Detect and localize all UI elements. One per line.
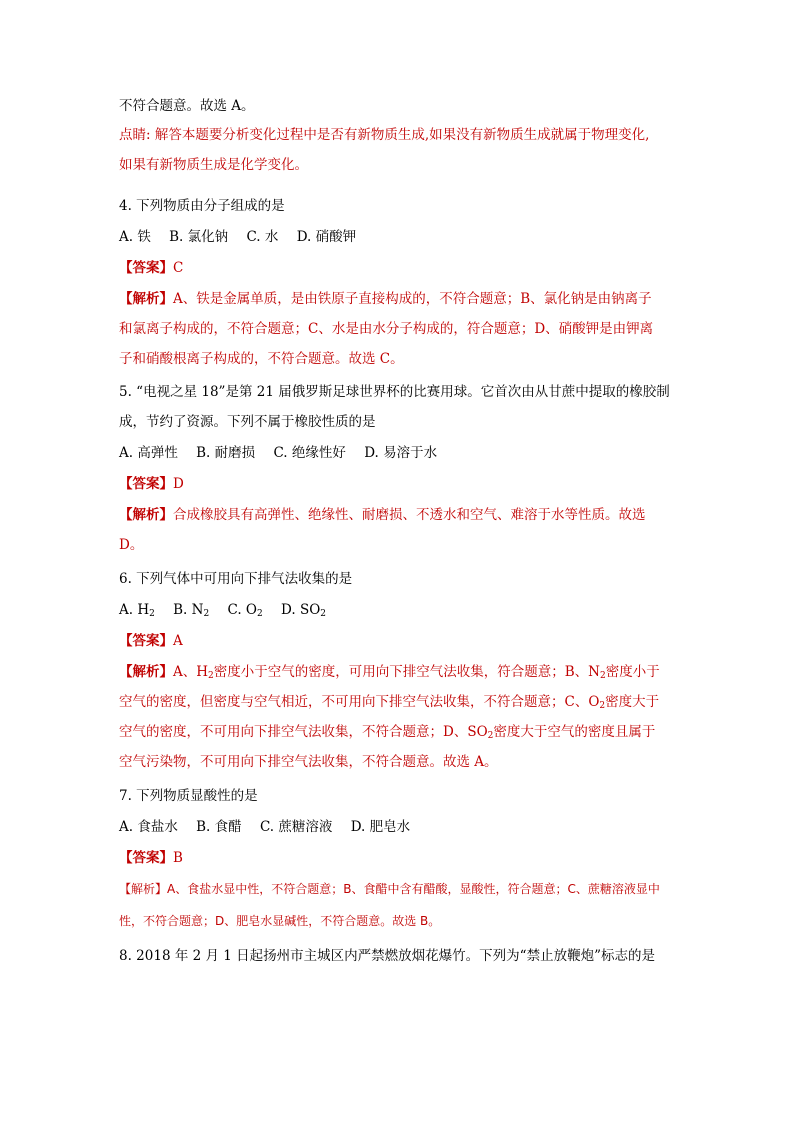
q6-analysis-3-sub: 2	[487, 731, 494, 741]
q6-option-b	[173, 602, 209, 618]
q6-analysis-line-4: 空气污染物，不可用向下排空气法收集，不符合题意。故选 A。	[119, 754, 498, 770]
q5-analysis-line-2: D。	[119, 537, 144, 553]
q4-analysis-line-2: 和氯离子构成的，不符合题意；C、水是由水分子构成的，符合题意；D、硝酸钾是由钾离	[119, 321, 654, 337]
answer-tag: 【答案】	[119, 633, 173, 649]
q6-option-c-sub: 2	[257, 609, 263, 619]
q4-answer	[119, 258, 183, 279]
analysis-tag: 【解析】	[119, 664, 173, 680]
q7-analysis-line-2: 性，不符合题意；D、肥皂水显碱性，不符合题意。故选 B。	[119, 914, 441, 928]
q6-analysis-1-post: 密度小于	[605, 664, 660, 680]
q6-analysis-line-2	[119, 692, 659, 713]
q5-analysis-line-1	[119, 505, 646, 526]
q4-analysis-line-1	[119, 289, 652, 310]
q6-analysis-1-sub-1: 2	[208, 671, 214, 681]
q4-analysis-text-1: A、铁是金属单质，是由铁原子直接构成的，不符合题意；B、氯化钠是由钠离子	[173, 291, 652, 307]
q5-stem-line-1: 5. “电视之星 18”是第 21 届俄罗斯足球世界杯的比赛用球。它首次由从甘蔗中提取的橡胶制	[119, 384, 670, 400]
answer-tag: 【答案】	[119, 260, 173, 276]
analysis-tag: 【解析】	[119, 291, 173, 307]
q7-answer	[119, 848, 183, 869]
q4-stem: 4. 下列物质由分子组成的是	[119, 198, 285, 214]
q4-option-a: A. 铁	[119, 229, 151, 245]
q6-option-d-sub: 2	[320, 609, 327, 619]
q6-analysis-line-3	[119, 722, 655, 743]
q6-answer-value: A	[173, 633, 183, 649]
previous-answer-tail: 不符合题意。故选 A。	[119, 98, 255, 114]
q6-option-a-sub: 2	[149, 609, 155, 619]
q8-stem: 8. 2018 年 2 月 1 日起扬州市主城区内严禁燃放烟花爆竹。下列为“禁止放鞭炮”标志的是	[119, 948, 655, 964]
q6-analysis-line-1	[119, 662, 660, 683]
q6-option-d	[281, 602, 326, 618]
q7-option-d: D. 肥皂水	[350, 819, 411, 835]
q5-stem-line-2: 成，节约了资源。下列不属于橡胶性质的是	[119, 414, 376, 430]
q4-options	[119, 227, 356, 248]
q7-options	[119, 817, 410, 838]
q6-option-b-sub: 2	[203, 609, 210, 619]
q6-option-d-label: D. SO	[281, 602, 321, 618]
q4-option-b: B. 氯化钠	[169, 229, 229, 245]
q6-analysis-2-post: 密度大于	[605, 694, 660, 710]
q4-option-d: D. 硝酸钾	[296, 229, 357, 245]
answer-tag: 【答案】	[119, 850, 173, 866]
tip-line-1: 点睛: 解答本题要分析变化过程中是否有新物质生成,如果没有新物质生成就属于物理变化,	[119, 127, 650, 143]
q5-options	[119, 443, 437, 464]
q6-analysis-2-sub: 2	[599, 701, 606, 711]
q5-analysis-text-1: 合成橡胶具有高弹性、绝缘性、耐磨损、不透水和空气、难溶于水等性质。故选	[173, 507, 646, 523]
q6-option-a-label: A. H	[119, 602, 150, 618]
q5-option-b: B. 耐磨损	[196, 445, 256, 461]
q6-analysis-3-pre: 空气的密度，不可用向下排空气法收集，不符合题意；D、SO	[119, 724, 488, 740]
q7-option-a: A. 食盐水	[119, 819, 178, 835]
q6-analysis-3-post: 密度大于空气的密度且属于	[493, 724, 656, 740]
q4-analysis-line-3: 子和硝酸根离子构成的，不符合题意。故选 C。	[119, 351, 404, 367]
q6-analysis-2-pre: 空气的密度，但密度与空气相近，不可用向下排空气法收集，不符合题意；C、O	[119, 694, 600, 710]
q7-analysis-line-1: 【解析】A、食盐水显中性，不符合题意；B、食醋中含有醋酸，显酸性，符合题意；C、蔗糖溶液显中	[119, 882, 660, 896]
q6-stem: 6. 下列气体中可用向下排气法收集的是	[119, 571, 353, 587]
q7-stem: 7. 下列物质显酸性的是	[119, 788, 258, 804]
q5-option-a: A. 高弹性	[119, 445, 178, 461]
q6-options	[119, 600, 326, 621]
q6-answer	[119, 631, 183, 652]
q5-option-d: D. 易溶于水	[364, 445, 438, 461]
q6-option-b-label: B. N	[173, 602, 204, 618]
tip-line-2: 如果有新物质生成是化学变化。	[119, 157, 308, 173]
q7-option-b: B. 食醋	[196, 819, 242, 835]
answer-tag: 【答案】	[119, 476, 173, 492]
q4-option-c: C. 水	[246, 229, 279, 245]
q6-analysis-1-pre: A、H	[173, 664, 209, 680]
analysis-tag: 【解析】	[119, 507, 173, 523]
q5-option-c: C. 绝缘性好	[273, 445, 346, 461]
q6-option-c	[228, 602, 263, 618]
q6-analysis-1-sub-2: 2	[600, 671, 606, 681]
q7-answer-value: B	[173, 850, 183, 866]
q7-option-c: C. 蔗糖溶液	[259, 819, 333, 835]
q5-answer-value: D	[173, 476, 184, 492]
q6-option-a	[119, 602, 155, 618]
q4-answer-value: C	[173, 260, 184, 276]
q6-option-c-label: C. O	[227, 602, 257, 618]
q6-analysis-1-mid: 密度小于空气的密度，可用向下排空气法收集，符合题意；B、N	[213, 664, 600, 680]
q5-answer	[119, 474, 184, 495]
